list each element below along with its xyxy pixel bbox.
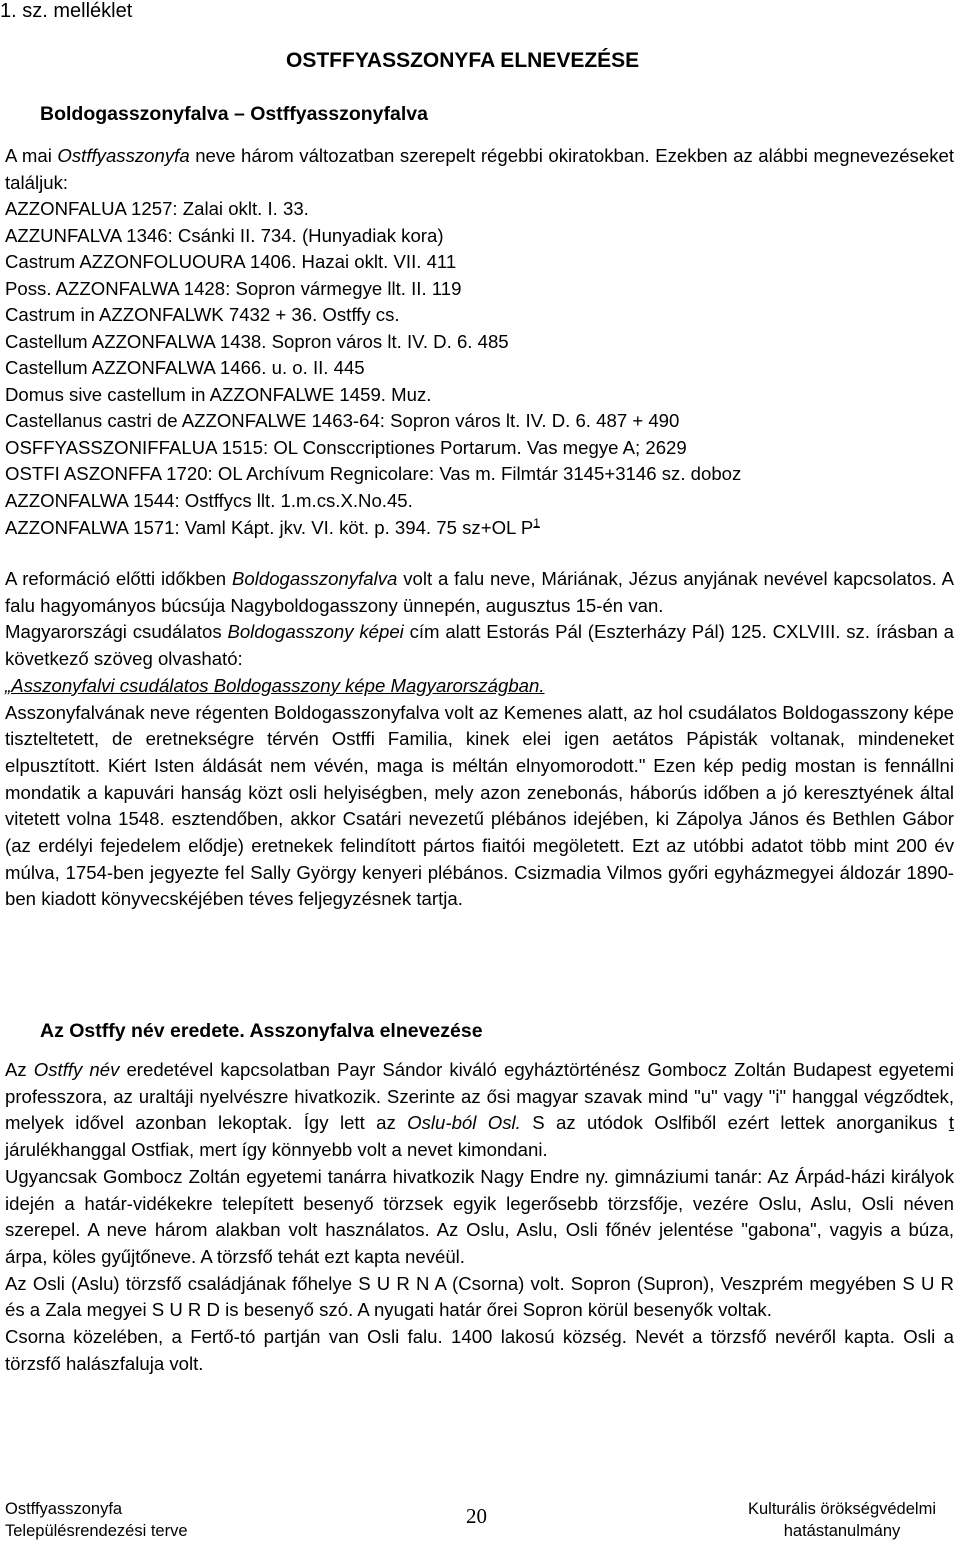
section-heading: Az Ostffy név eredete. Asszonyfalva elnevezése (40, 1020, 483, 1042)
section-name-origin (5, 1057, 954, 1377)
record-line: OSTFI ASZONFFA 1720: OL Archívum Regnicolare: Vas m. Filmtár 3145+3146 sz. doboz (5, 463, 742, 485)
footnote-ref: 1 (533, 515, 540, 530)
footer-right: Kulturális örökségvédelmi hatástanulmány (747, 1500, 936, 1540)
historical-records-list (5, 196, 954, 541)
quote-title: „Asszonyfalvi csudálatos Boldogasszony képe Magyarországban. (5, 674, 545, 696)
paragraph: Az Osli (Aslu) törzsfő családjának főhelye S U R N A (Csorna) volt. Sopron (Supron), Veszprém megyében S U R és a Zala megyei S U R D is besenyő szó. A nyugati határ őrei Sopron körül besenyők voltak. (5, 1272, 954, 1321)
paragraph: A reformáció előtti időkben Boldogasszonyfalva volt a falu neve, Máriának, Jézus anyjának nevével kapcsolatos. A falu hagyományos búcsúja Nagyboldogasszony ünnepén, augusztus 15-én van. (5, 568, 954, 616)
section-reformation (5, 566, 954, 913)
section-subtitle: Boldogasszonyfalva – Ostffyasszonyfalva (40, 103, 428, 125)
record-line: Poss. AZZONFALWA 1428: Sopron vármegye llt. II. 119 (5, 277, 462, 299)
record-line: Castellanus castri de AZZONFALWE 1463-64: Sopron város lt. IV. D. 6. 487 + 490 (5, 410, 680, 432)
page-title: OSTFFYASSZONYFA ELNEVEZÉSE (286, 49, 640, 72)
record-line: Domus sive castellum in AZZONFALWE 1459. Muz. (5, 383, 432, 405)
record-line: AZZONFALWA 1571: Vaml Kápt. jkv. VI. köt. p. 394. 75 sz+OL $P^1$ (5, 515, 540, 538)
record-line: AZZUNFALVA 1346: Csánki II. 734. (Hunyadiak kora) (5, 224, 444, 246)
record-line: AZZONFALUA 1257: Zalai oklt. I. 33. (5, 198, 309, 219)
record-line: OSFFYASSZONIFFALUA 1515: OL Consccriptiones Portarum. Vas megye A; 2629 (5, 436, 687, 458)
intro-paragraph: A mai Ostffyasszonyfa neve három változatban szerepelt régebbi okiratokban. Ezekben az alábbi megnevezéseket találjuk: (5, 145, 954, 193)
paragraph: Ugyancsak Gombocz Zoltán egyetemi tanárra hivatkozik Nagy Endre ny. gimnáziumi tanár: Az Árpád-házi királyok idején a határ-vidékekre telepített besenyő törzsek egyik legerősebb törzsfője, vezére Oslu, Aslu, Osli néven szerepel. A neve három alakban volt használatos. Az Oslu, Aslu, Osli főnév jelentése "gabona", vagyis a búza, árpa, köles gyűjtőneve. A törzsfő tehát ezt kapta nevéül. (5, 1165, 954, 1267)
footer-left: Ostffyasszonyfa Településrendezési terve (5, 1500, 188, 1540)
paragraph: Magyarországi csudálatos Boldogasszony képei cím alatt Estorás Pál (Eszterházy Pál) 125. CXLVIII. sz. írásban a következő szöveg olvasható: (5, 621, 954, 670)
record-line: Castellum AZZONFALWA 1438. Sopron város lt. IV. D. 6. 485 (5, 330, 509, 352)
paragraph: Asszonyfalvának neve régenten Boldogasszonyfalva volt az Kemenes alatt, az hol csudálatos Boldogasszony képe tiszteltetett, de eretnekségre térvén Ostffi Familia, kinek elei igen aetátos Pápisták voltanak, mindeneket elpusztított. Kiért Isten áldását nem vévén, maga is méltán elnyomorodott." Ezen kép pedig mostan is fennállni mondatik a kapuvári hanság közt osli helyiségben, mely azon zenebonás, háborús időben a jó keresztyének által vitetett volna 1548. esztendőben, akkor Csatári nevezetű plébános idejében, ki Zápolya János és Bethlen Gábor (az erdélyi fejedelem elődje) eretnekek felindított pártos fiaitói megöletett. Ezt az utóbbi adatot több mint 200 év múlva, 1754-ben jegyezte fel Sally György kenyeri plébános. Csizmadia Vilmos győri egyházmegyei áldozár 1890-ben kiadott könyvecskéjében téves feljegyzésnek tartja. (5, 701, 954, 910)
record-line: Castellum AZZONFALWA 1466. u. o. II. 445 (5, 357, 365, 379)
record-line: Castrum in AZZONFALWK 7432 + 36. Ostffy cs. (5, 304, 400, 326)
appendix-label: 1. sz. melléklet (0, 0, 133, 22)
paragraph: Az Ostffy név eredetével kapcsolatban Payr Sándor kiváló egyháztörténész Gombocz Zoltán Budapest egyetemi professzora, az uraltáji nyelvészre hivatkozik. Szerinte az ősi magyar szavak mind "u" vagy "i" hanggal végződtek, melyek idővel azonban lekoptak. Így lett az Oslu-ból Osl. S az utódok Oslfiből ezért lettek anorganikus t járulékhanggal Ostfiak, mert így könnyebb volt a nevet kimondani. (5, 1059, 955, 1161)
record-line: AZZONFALWA 1544: Ostffycs llt. 1.m.cs.X.No.45. (5, 490, 413, 512)
record-line: Castrum AZZONFOLUOURA 1406. Hazai oklt. VII. 411 (5, 251, 457, 273)
village-name-italic: Ostffyasszonyfa (57, 145, 190, 166)
paragraph: Csorna közelében, a Fertő-tó partján van Osli falu. 1400 lakosú község. Nevét a törzsfő nevéről kapta. Osli a törzsfő halászfaluja volt. (5, 1326, 954, 1374)
page-number: 20 (466, 1504, 487, 1528)
